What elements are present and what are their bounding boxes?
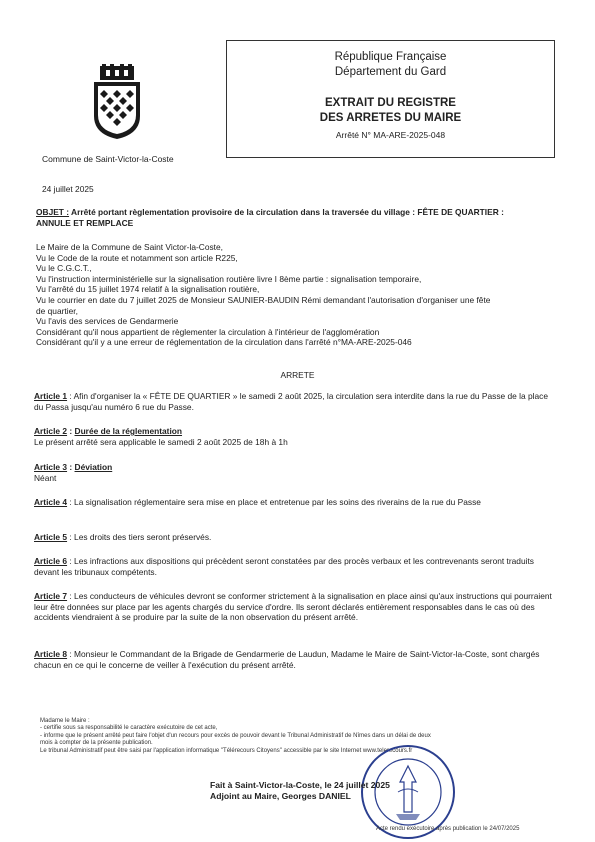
article-title: Durée de la réglementation (74, 426, 183, 436)
article-2: Article 2 : Durée de la réglementation Le présent arrêté sera applicable le samedi 2 août 2025 de 18h à 1h (34, 426, 558, 447)
article-8 (34, 649, 558, 670)
note-line: Madame le Maire : (40, 718, 90, 724)
consideration-line: Vu le Code de la route et notamment son article R225, (36, 252, 238, 263)
article-text: : Monsieur le Commandant de la Brigade de Gendarmerie de Laudun, Madame le Maire de Saint-Victor-la-Coste, sont chargés chacun en ce qui le concerne de veiller à l'exécution du présent arrêté. (34, 649, 540, 670)
consideration-line: Vu l'avis des services de Gendarmerie (36, 316, 179, 327)
objet-paragraph (36, 207, 536, 228)
footer-note: Acte rendu exécutoire après publication le 24/07/2025 (376, 826, 520, 832)
legal-notes (40, 718, 560, 755)
article-label: Article 5 (34, 532, 68, 542)
consideration-line: Vu l'instruction interministérielle sur la signalisation routière livre I 8ème partie : signalisation temporaire, (36, 273, 422, 284)
arrete-heading: ARRETE (280, 370, 315, 380)
article-label: Article 7 (34, 591, 68, 601)
article-label: Article 6 (34, 556, 68, 566)
document-date: 24 juillet 2025 (42, 184, 94, 194)
consideration-line: Considérant qu'il nous appartient de règlementer la circulation à l'intérieur de l'agglomération (36, 326, 380, 337)
consideration-line: Le Maire de la Commune de Saint Victor-la-Coste, (36, 242, 223, 252)
article-title: Déviation (74, 462, 113, 472)
objet-label: OBJET : (36, 207, 70, 217)
objet-text: Arrêté portant règlementation provisoire de la circulation dans la traversée du village : FÊTE DE QUARTIER : ANNULE ET REMPLACE (36, 207, 504, 228)
header-republique: République Française (334, 51, 447, 63)
article-6 (34, 556, 558, 577)
article-4 (34, 497, 558, 508)
article-text: : Les infractions aux dispositions qui précèdent seront constatées par des procès verbaux et les contrevenants seront traduits devant les tribunaux compétents. (34, 556, 534, 577)
commune-name: Commune de Saint-Victor-la-Coste (42, 154, 174, 164)
article-5 (34, 532, 558, 543)
header-reference: Arrêté N° MA-ARE-2025-048 (335, 130, 446, 140)
consideration-line: Vu le C.G.C.T., (36, 263, 92, 274)
article-7 (34, 591, 558, 623)
article-label: Article 4 (34, 497, 68, 507)
consideration-line: Vu l'arrêté du 15 juillet 1974 relatif à la signalisation routière, (36, 284, 260, 295)
signature-place-date: Fait à Saint-Victor-la-Coste, le 24 juillet 2025 (210, 780, 390, 790)
article-label: Article 3 (34, 462, 68, 472)
article-text: Néant (34, 472, 57, 483)
header-box (226, 40, 555, 158)
signature-signer: Adjoint au Maire, Georges DANIEL (210, 791, 351, 801)
article-text: : Les droits des tiers seront préservés. (67, 532, 212, 542)
signature-block (210, 780, 390, 802)
article-text: : La signalisation réglementaire sera mise en place et entretenue par les soins des riverains de la rue du Passe (67, 497, 481, 507)
note-line: - informe que le présent arrêté peut faire l'objet d'un recours pour excès de pouvoir devant le Tribunal Administratif de Nîmes dans un délai de deux (40, 732, 431, 739)
article-3: Article 3 : Déviation Néant (34, 462, 558, 483)
article-label: Article 2 (34, 426, 68, 436)
considerations-block (36, 242, 556, 348)
article-label: Article 8 (34, 649, 68, 659)
note-line: - certifie sous sa responsabilité le caractère exécutoire de cet acte, (40, 725, 218, 732)
article-text: Le présent arrêté sera applicable le samedi 2 août 2025 de 18h à 1h (34, 436, 288, 447)
article-label: Article 1 (34, 391, 68, 401)
commune-crest-logo (92, 64, 142, 140)
header-title-line2: DES ARRETES DU MAIRE (319, 112, 462, 124)
consideration-line: de quartier, (36, 305, 78, 316)
note-line: Le tribunal Administratif peut être saisi par l'application informatique "Télérecours Citoyens" accessible par le site Internet www.telerecours.fr (40, 747, 413, 754)
article-text: : Les conducteurs de véhicules devront se conformer strictement à la signalisation en place ainsi qu'aux instructions qui pourraient leur être données sur place par les agents chargés du service d'ordre. Ils seront déclarés entièrement responsables dans le cas où des accidents viendraient à se produire par la suite de la non observation du présent arrêté. (34, 591, 552, 623)
consideration-line: Considérant qu'il y a une erreur de réglementation de la circulation dans l'arrêté n°MA-ARE-2025-046 (36, 337, 412, 348)
article-1 (34, 391, 558, 412)
header-departement: Département du Gard (334, 66, 447, 78)
article-text: : Afin d'organiser la « FÊTE DE QUARTIER » le samedi 2 août 2025, la circulation sera interdite dans la rue du Passe de la place du Passa jusqu'au numéro 6 rue du Passe. (34, 391, 548, 412)
note-line: mois à compter de la présente publication. (40, 740, 153, 747)
header-title-line1: EXTRAIT DU REGISTRE (325, 97, 456, 109)
consideration-line: Vu le courrier en date du 7 juillet 2025 de Monsieur SAUNIER-BAUDIN Rémi demandant l'autorisation d'organiser une fête (36, 294, 491, 305)
